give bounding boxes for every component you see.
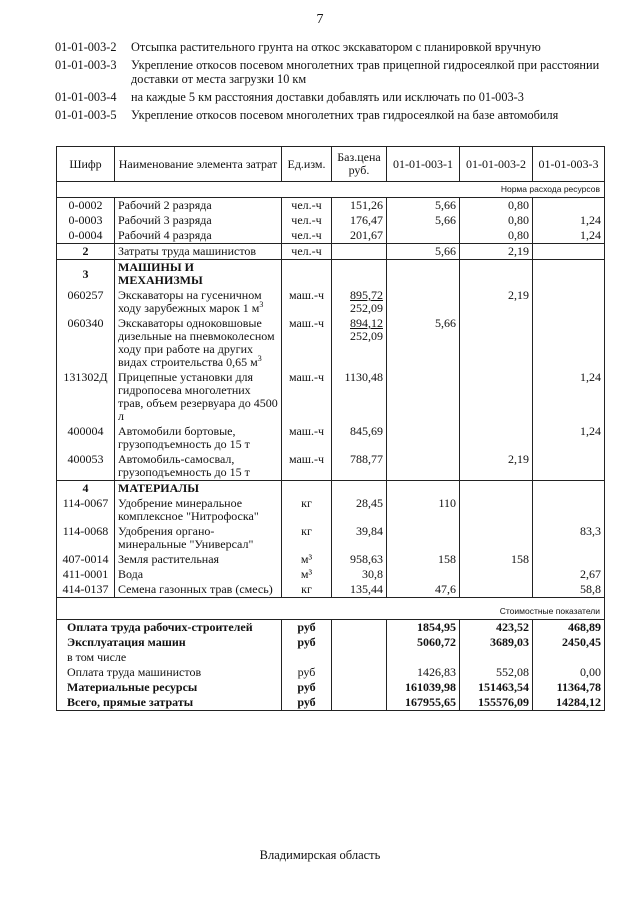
code-label: 01-01-003-5: [55, 108, 117, 122]
cell-value-1: [387, 424, 460, 452]
cell-code: 060257: [57, 288, 115, 316]
cell-name: Прицепные установки для гидропосева многолетних трав, объем резервуара до 4500 л: [115, 370, 282, 424]
code-line: [55, 90, 615, 104]
cell-unit: чел.-ч: [282, 228, 332, 244]
cell-code: 2: [57, 244, 115, 260]
price-bottom: 252,09: [350, 301, 383, 315]
totals-row: [57, 650, 605, 665]
totals-row: [57, 620, 605, 636]
table-row: [57, 228, 605, 244]
cell-value-3: 58,8: [533, 582, 605, 598]
total-value-1: 167955,65: [387, 695, 460, 711]
cell-value-2: 2,19: [460, 244, 533, 260]
table-row: [57, 370, 605, 424]
cell-price: 788,77: [332, 452, 387, 481]
cell-value-2: [460, 316, 533, 370]
cell-unit: маш.-ч: [282, 424, 332, 452]
table-row: [57, 582, 605, 598]
cell-unit: маш.-ч: [282, 452, 332, 481]
cell-name: Рабочий 3 разряда: [115, 213, 282, 228]
cell-code: 400004: [57, 424, 115, 452]
totals-row: [57, 635, 605, 650]
cell-code: 131302Д: [57, 370, 115, 424]
price-top: 895,72: [350, 288, 383, 302]
cell-value-1: 5,66: [387, 198, 460, 214]
cell-value-2: [460, 567, 533, 582]
header-unit: Ед.изм.: [282, 147, 332, 182]
cell-code: 0-0003: [57, 213, 115, 228]
page-number: 7: [316, 12, 324, 27]
cell-code: 0-0002: [57, 198, 115, 214]
table-row: [57, 567, 605, 582]
cost-note: Стоимостные показатели: [57, 598, 605, 620]
cell-value-2: 158: [460, 552, 533, 567]
total-value-1: 1426,83: [387, 665, 460, 680]
section-row-machines: [57, 260, 605, 289]
total-value-3: 0,00: [533, 665, 605, 680]
cell-name-text: Экскаваторы на гусеничном ходу зарубежных марок 1 м: [118, 288, 262, 315]
cell-unit: м³: [282, 552, 332, 567]
cell-value-2: [460, 496, 533, 524]
code-description: на каждые 5 км расстояния доставки добавлять или исключать по 01-003-3: [131, 90, 524, 104]
cell-code: 060340: [57, 316, 115, 370]
table-row: [57, 316, 605, 370]
cell-value-1: 110: [387, 496, 460, 524]
cell-name: Семена газонных трав (смесь): [115, 582, 282, 598]
cell-code: 411-0001: [57, 567, 115, 582]
total-value-3: 14284,12: [533, 695, 605, 711]
cell-name-text: Экскаваторы одноковшовые дизельные на пневмоколесном ходу при работе на других видах строительства 0,65 м: [118, 316, 275, 369]
header-col-2: 01-01-003-2: [460, 147, 533, 182]
cell-value-2: 0,80: [460, 228, 533, 244]
superscript: 3: [257, 354, 262, 363]
cell-value-1: [387, 524, 460, 552]
cell-value-2: [460, 424, 533, 452]
cell-unit: чел.-ч: [282, 213, 332, 228]
total-value-2: 552,08: [460, 665, 533, 680]
total-value-3: 468,89: [533, 620, 605, 636]
price-top: 894,12: [350, 316, 383, 330]
total-value-2: 151463,54: [460, 680, 533, 695]
cell-name: Автомобиль-самосвал, грузоподъемность до 15 т: [115, 452, 282, 481]
cell-unit: м³: [282, 567, 332, 582]
cell-value-3: 1,24: [533, 213, 605, 228]
header-name: Наименование элемента затрат: [115, 147, 282, 182]
cell-value-2: 2,19: [460, 452, 533, 481]
cell-price: 30,8: [332, 567, 387, 582]
header-col-1: 01-01-003-1: [387, 147, 460, 182]
total-unit: руб: [282, 620, 332, 636]
section-number: 3: [57, 260, 115, 289]
cell-name: Автомобили бортовые, грузоподъемность до 15 т: [115, 424, 282, 452]
cell-name: Удобрения органо-минеральные "Универсал": [115, 524, 282, 552]
cell-price: 135,44: [332, 582, 387, 598]
cell-value-3: [533, 552, 605, 567]
code-list: [55, 40, 615, 126]
table-row: [57, 452, 605, 481]
cell-name: Затраты труда машинистов: [115, 244, 282, 260]
total-name: Всего, прямые затраты: [57, 695, 282, 711]
cell-value-3: 83,3: [533, 524, 605, 552]
cell-value-1: [387, 452, 460, 481]
section-row-materials: [57, 481, 605, 497]
cell-value-3: 1,24: [533, 424, 605, 452]
totals-row: [57, 695, 605, 711]
cell-price: 28,45: [332, 496, 387, 524]
table-row: [57, 496, 605, 524]
cell-value-3: [533, 316, 605, 370]
total-value-1: 161039,98: [387, 680, 460, 695]
total-unit: руб: [282, 665, 332, 680]
cell-code: 0-0004: [57, 228, 115, 244]
cell-unit: маш.-ч: [282, 316, 332, 370]
cell-code: 114-0068: [57, 524, 115, 552]
total-value-2: 155576,09: [460, 695, 533, 711]
code-line: [55, 58, 615, 86]
cell-value-1: [387, 288, 460, 316]
totals-row: [57, 680, 605, 695]
code-line: [55, 40, 615, 54]
cell-value-1: [387, 228, 460, 244]
cell-name: Земля растительная: [115, 552, 282, 567]
total-name: Оплата труда рабочих-строителей: [57, 620, 282, 636]
cell-value-3: [533, 452, 605, 481]
total-value-2: 423,52: [460, 620, 533, 636]
table-row: [57, 288, 605, 316]
table-row: [57, 424, 605, 452]
cell-value-1: 5,66: [387, 213, 460, 228]
section-title: МАШИНЫ И МЕХАНИЗМЫ: [115, 260, 282, 289]
cell-unit: чел.-ч: [282, 244, 332, 260]
cell-value-3: 1,24: [533, 370, 605, 424]
code-line: [55, 108, 615, 122]
cell-name: Рабочий 4 разряда: [115, 228, 282, 244]
table-row: [57, 198, 605, 214]
resource-norms-table: [56, 146, 605, 711]
cell-value-2: 2,19: [460, 288, 533, 316]
table-row: [57, 552, 605, 567]
total-value-1: 1854,95: [387, 620, 460, 636]
cell-value-3: 1,24: [533, 228, 605, 244]
cell-price: 176,47: [332, 213, 387, 228]
total-unit: руб: [282, 635, 332, 650]
cell-value-3: 2,67: [533, 567, 605, 582]
section-title: МАТЕРИАЛЫ: [115, 481, 282, 497]
total-unit: руб: [282, 680, 332, 695]
cell-name: Рабочий 2 разряда: [115, 198, 282, 214]
cell-value-3: [533, 288, 605, 316]
cell-price: 39,84: [332, 524, 387, 552]
cell-name: Вода: [115, 567, 282, 582]
header-code: Шифр: [57, 147, 115, 182]
cell-price: 958,63: [332, 552, 387, 567]
cell-value-3: [533, 496, 605, 524]
cell-value-2: [460, 524, 533, 552]
cell-code: 400053: [57, 452, 115, 481]
cell-price: [332, 288, 387, 316]
code-label: 01-01-003-3: [55, 58, 117, 72]
cell-value-1: 47,6: [387, 582, 460, 598]
code-description: Укрепление откосов посевом многолетних трав прицепной гидросеялкой при расстоянии доставки от места загрузки 10 км: [131, 58, 600, 86]
cell-value-2: 0,80: [460, 198, 533, 214]
norm-note: Норма расхода ресурсов: [57, 182, 605, 198]
cell-unit: кг: [282, 582, 332, 598]
price-bottom: 252,09: [350, 329, 383, 343]
cell-price: [332, 244, 387, 260]
total-name: Эксплуатация машин: [57, 635, 282, 650]
total-name: Материальные ресурсы: [57, 680, 282, 695]
total-value-3: 11364,78: [533, 680, 605, 695]
table-row: [57, 524, 605, 552]
code-description: Отсыпка растительного грунта на откос экскаватором с планировкой вручную: [131, 40, 541, 54]
cell-value-1: 158: [387, 552, 460, 567]
total-value-1: 5060,72: [387, 635, 460, 650]
code-label: 01-01-003-4: [55, 90, 117, 104]
total-name: Оплата труда машинистов: [57, 665, 282, 680]
totals-row: [57, 665, 605, 680]
cell-value-2: [460, 370, 533, 424]
cell-code: 407-0014: [57, 552, 115, 567]
cell-name: [115, 316, 282, 370]
cell-name: [115, 288, 282, 316]
table-header-row: [57, 147, 605, 182]
superscript: 3: [259, 300, 264, 309]
cell-price: 151,26: [332, 198, 387, 214]
cell-value-1: [387, 370, 460, 424]
total-unit: руб: [282, 695, 332, 711]
cell-price: 201,67: [332, 228, 387, 244]
norm-note-row: [57, 182, 605, 198]
cell-value-2: 0,80: [460, 213, 533, 228]
cell-unit: маш.-ч: [282, 288, 332, 316]
cell-value-2: [460, 582, 533, 598]
cell-value-1: 5,66: [387, 316, 460, 370]
footer-region: Владимирская область: [259, 848, 381, 862]
cell-value-3: [533, 244, 605, 260]
cell-unit: маш.-ч: [282, 370, 332, 424]
cell-unit: кг: [282, 524, 332, 552]
cell-value-1: [387, 567, 460, 582]
cell-price: 845,69: [332, 424, 387, 452]
total-value-2: 3689,03: [460, 635, 533, 650]
machinists-row: [57, 244, 605, 260]
cell-name: Удобрение минеральное комплексное "Нитрофоска": [115, 496, 282, 524]
cell-price: [332, 316, 387, 370]
header-col-3: 01-01-003-3: [533, 147, 605, 182]
cost-note-row: [57, 598, 605, 620]
table-row: [57, 213, 605, 228]
total-value-3: 2450,45: [533, 635, 605, 650]
cell-value-3: [533, 198, 605, 214]
total-name: в том числе: [57, 650, 282, 665]
code-description: Укрепление откосов посевом многолетних трав гидросеялкой на базе автомобиля: [131, 108, 559, 122]
cell-unit: кг: [282, 496, 332, 524]
cell-unit: чел.-ч: [282, 198, 332, 214]
cell-price: 1130,48: [332, 370, 387, 424]
section-number: 4: [57, 481, 115, 497]
cell-code: 114-0067: [57, 496, 115, 524]
cell-value-1: 5,66: [387, 244, 460, 260]
cell-code: 414-0137: [57, 582, 115, 598]
code-label: 01-01-003-2: [55, 40, 117, 54]
header-price: Баз.цена руб.: [332, 147, 387, 182]
